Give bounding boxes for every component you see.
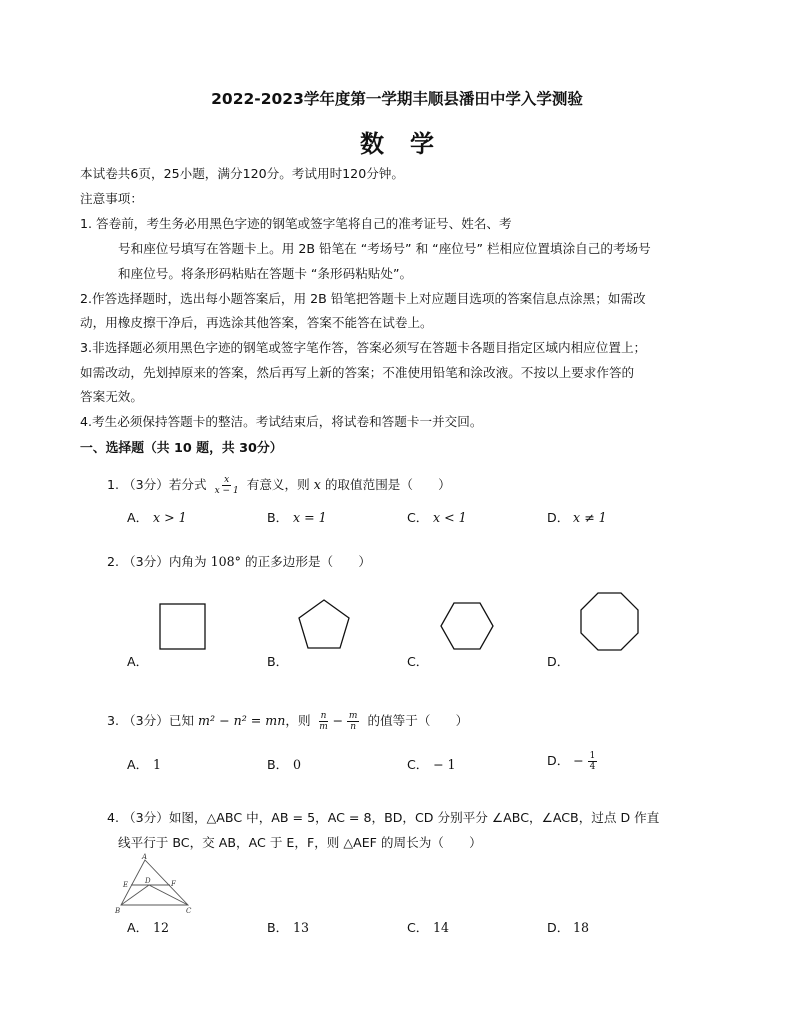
q4-option-d[interactable]: D． 18	[547, 920, 590, 935]
q1-variable: x	[313, 477, 321, 492]
q1-option-b[interactable]: B． x = 1	[267, 510, 327, 525]
q3-fraction-1: $\frac{n}{m}$	[319, 711, 328, 732]
q2-option-a[interactable]: A．	[127, 654, 149, 669]
exam-summary: 本试卷共6页，25小题，满分120分。考试用时120分钟。	[80, 166, 404, 181]
q3-suffix: 的值等于（ ）	[367, 713, 469, 728]
q2-prefix: 2. （3分）内角为	[107, 554, 207, 569]
q3-prefix: 3. （3分）已知	[107, 713, 195, 728]
q3-option-b[interactable]: B． 0	[267, 757, 302, 772]
note-3-line-2: 如需改动，先划掉原来的答案，然后再写上新的答案；不准使用铅笔和涂改液。不按以上要求作答的	[80, 365, 635, 380]
q4-option-a[interactable]: A． 12	[127, 920, 170, 935]
note-2-line-2: 动，用橡皮擦干净后，再选涂其他答案，答案不能答在试卷上。	[80, 315, 433, 330]
line-cd	[149, 885, 188, 905]
q1-option-c[interactable]: C． x < 1	[407, 510, 467, 525]
label-c: C	[186, 907, 192, 915]
q1-fraction-numerator: x	[224, 475, 230, 485]
label-a: A	[142, 853, 148, 861]
q1-option-d[interactable]: D． x ≠ 1	[547, 510, 607, 525]
label-d: D	[145, 877, 151, 885]
q2-option-c[interactable]: C．	[407, 654, 429, 669]
note-4-line-1: 4.考生必须保持答题卡的整洁。考试结束后，将试卷和答题卡一并交回。	[80, 414, 483, 429]
exam-title: 2022-2023学年度第一学期丰顺县潘田中学入学测验	[211, 90, 583, 108]
label-f: F	[171, 880, 176, 888]
note-3-line-3: 答案无效。	[80, 389, 143, 404]
q3-option-a[interactable]: A． 1	[127, 757, 162, 772]
q2-option-b[interactable]: B．	[267, 654, 289, 669]
notes-heading: 注意事项：	[80, 191, 143, 206]
q3-mid: ，则	[285, 713, 311, 728]
q4-option-b[interactable]: B． 13	[267, 920, 310, 935]
note-3-line-1: 3.非选择题必须用黑色字迹的钢笔或签字笔作答，答案必须写在答题卡各题目指定区域内相应位置上；	[80, 340, 647, 355]
q2-angle: 108°	[210, 554, 241, 569]
note-1-line-3: 和座位号。将条形码粘贴在答题卡 “条形码粘贴处”。	[118, 266, 413, 281]
note-1-line-1: 1. 答卷前，考生务必用黑色字迹的钢笔或签字笔将自己的准考证号、姓名、考	[80, 216, 512, 231]
q1-prefix: 1. （3分）若分式	[107, 477, 207, 492]
note-1-line-2: 号和座位号填写在答题卡上。用 2B 铅笔在 “考场号” 和 “座位号” 栏相应位置填涂自己的考场号	[118, 241, 651, 256]
section-heading: 一、选择题（共 10 题，共 30分）	[80, 441, 283, 456]
q1-option-a[interactable]: A． x > 1	[127, 510, 187, 525]
q3-option-d[interactable]: D． − $\frac{1}{4}$	[547, 751, 596, 772]
q1-fraction-denominator: x − 1	[214, 486, 239, 496]
q3-equation: m² − n² = mn	[198, 713, 286, 728]
q1-suffix: 的取值范围是（ ）	[324, 477, 451, 492]
q2-suffix: 的正多边形是（ ）	[244, 554, 371, 569]
label-e: E	[123, 881, 129, 889]
q2-option-d[interactable]: D．	[547, 654, 570, 669]
note-2-line-1: 2.作答选择题时，选出每小题答案后，用 2B 铅笔把答题卡上对应题目选项的答案信息点涂黑；如需改	[80, 291, 646, 306]
q3-fraction-2: $\frac{m}{n}$	[348, 711, 358, 732]
q3-option-c[interactable]: C． − 1	[407, 757, 456, 772]
label-b: B	[115, 907, 121, 915]
q1-mid: 有意义，则	[246, 477, 310, 492]
subject-title: 数学	[360, 130, 460, 158]
question-4-stem-line-1: 4. （3分）如图，△ABC 中，AB = 5，AC = 8，BD，CD 分别平分 ∠ABC，∠ACB，过点 D 作直	[107, 810, 660, 825]
question-4-stem-line-2: 线平行于 BC，交 AB，AC 于 E，F，则 △AEF 的周长为（ ）	[118, 835, 482, 850]
q3-minus: −	[332, 713, 343, 728]
q4-option-c[interactable]: C． 14	[407, 920, 450, 935]
